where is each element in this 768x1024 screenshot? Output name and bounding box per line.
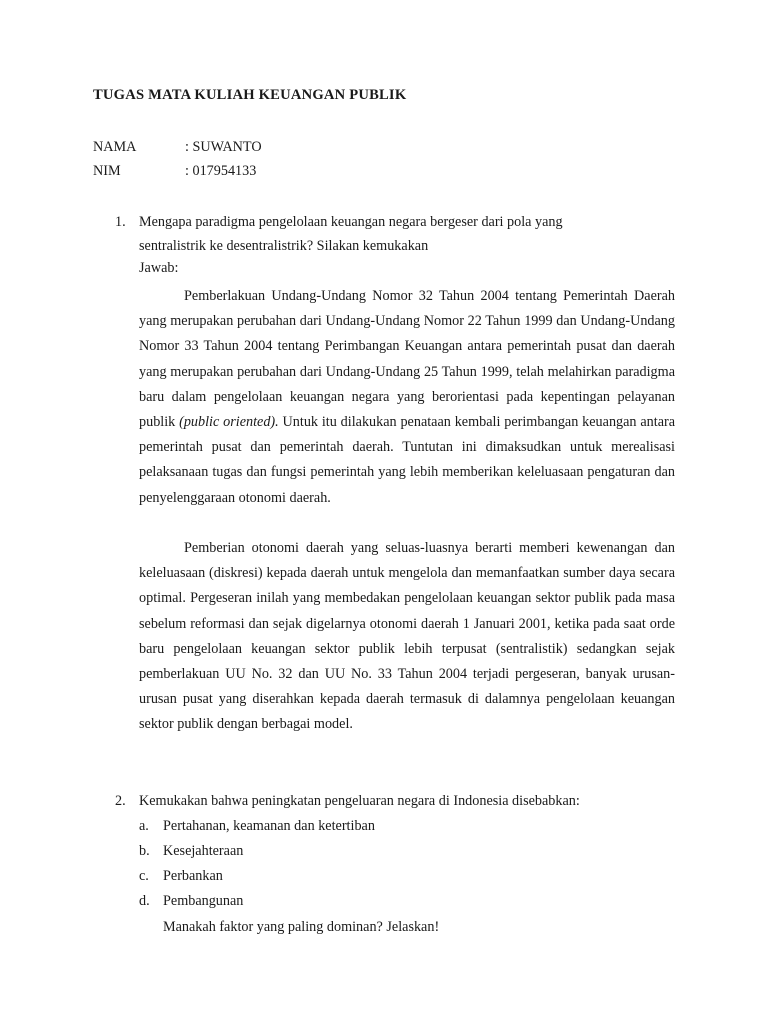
list-item-text: Kesejahteraan — [163, 843, 244, 859]
answer-paragraph-1-part1: Pemberlakuan Undang-Undang Nomor 32 Tahun 2004 tentang Pemerintah Daerah yang merupakan perubahan dari Undang-Undang Nomor 22 Tahun 1999 dan Undang-Undang Nomor 33 Tahun 2004 tentang Perimbangan Keuangan antara pemerintah pusat dan daerah yang merupakan perubahan dari Undang-Undang 25 Tahun 1999, telah melahirkan paradigma baru dalam pengelolaan keuangan negara yang berorientasi pada kepentingan pelayanan publik — [139, 288, 675, 431]
question-1-number: 1. — [115, 214, 126, 230]
document-title: TUGAS MATA KULIAH KEUANGAN PUBLIK — [93, 87, 407, 103]
list-item — [139, 841, 439, 861]
name-label: NAMA — [93, 139, 137, 155]
question-2-text: Kemukakan bahwa peningkatan pengeluaran negara di Indonesia disebabkan: — [139, 793, 580, 809]
answer-paragraph-2-text: Pemberian otonomi daerah yang seluas-luasnya berarti memberi kewenangan dan keleluasaan (diskresi) kepada daerah untuk mengelola dan memanfaatkan sumber daya secara optimal. Pergeseran inilah yang membedakan pengelolaan keuangan sektor publik pada masa sebelum reformasi dan sejak digelarnya otonomi daerah 1 Januari 2001, ketika pada saat orde baru pengelolaan keuangan sektor publik lebih terpusat (sentralistik) sedangkan sejak pemberlakuan UU No. 32 dan UU No. 33 Tahun 2004 terjadi pergeseran, banyak urusan-urusan pusat yang diserahkan kepada daerah termasuk di dalamnya pengelolaan keuangan sektor publik dengan berbagai model. — [139, 540, 675, 733]
list-item — [139, 891, 439, 911]
list-item-letter: d. — [139, 893, 150, 909]
list-item-text: Perbankan — [163, 868, 223, 884]
nim-label: NIM — [93, 163, 121, 179]
question-1 — [139, 212, 675, 278]
answer-label: Jawab: — [139, 260, 179, 276]
name-value: : SUWANTO — [185, 139, 262, 155]
nim-value: : 017954133 — [185, 163, 257, 179]
question-2-closing: Manakah faktor yang paling dominan? Jelaskan! — [163, 919, 440, 935]
list-item — [139, 816, 439, 836]
list-item-text: Pertahanan, keamanan dan ketertiban — [163, 818, 375, 834]
question-1-text-line2: sentralistrik ke desentralistrik? Silakan kemukakan — [139, 238, 429, 254]
answer-paragraph-1-part2: Untuk itu dilakukan penataan kembali perimbangan keuangan antara pemerintah pusat dan pemerintah daerah. Tuntutan ini dimaksudkan untuk merealisasi pelaksanaan tugas dan fungsi pemerintah yang lebih memberikan keleluasaan pengaturan dan penyelenggaraan otonomi daerah. — [139, 414, 676, 506]
answer-paragraph-1 — [139, 284, 675, 511]
list-item-letter: c. — [139, 868, 149, 884]
list-item — [139, 866, 439, 886]
name-row — [93, 137, 393, 157]
list-item-letter: a. — [139, 818, 149, 834]
list-item-letter: b. — [139, 843, 150, 859]
answer-paragraph-2 — [139, 536, 675, 738]
question-1-text-line1: Mengapa paradigma pengelolaan keuangan negara bergeser dari pola yang — [139, 214, 563, 230]
question-2 — [139, 791, 675, 811]
answer-paragraph-1-italic: (public oriented). — [179, 414, 279, 431]
list-item-text: Pembangunan — [163, 893, 244, 909]
nim-row — [93, 161, 393, 181]
question-2-number: 2. — [115, 793, 126, 809]
